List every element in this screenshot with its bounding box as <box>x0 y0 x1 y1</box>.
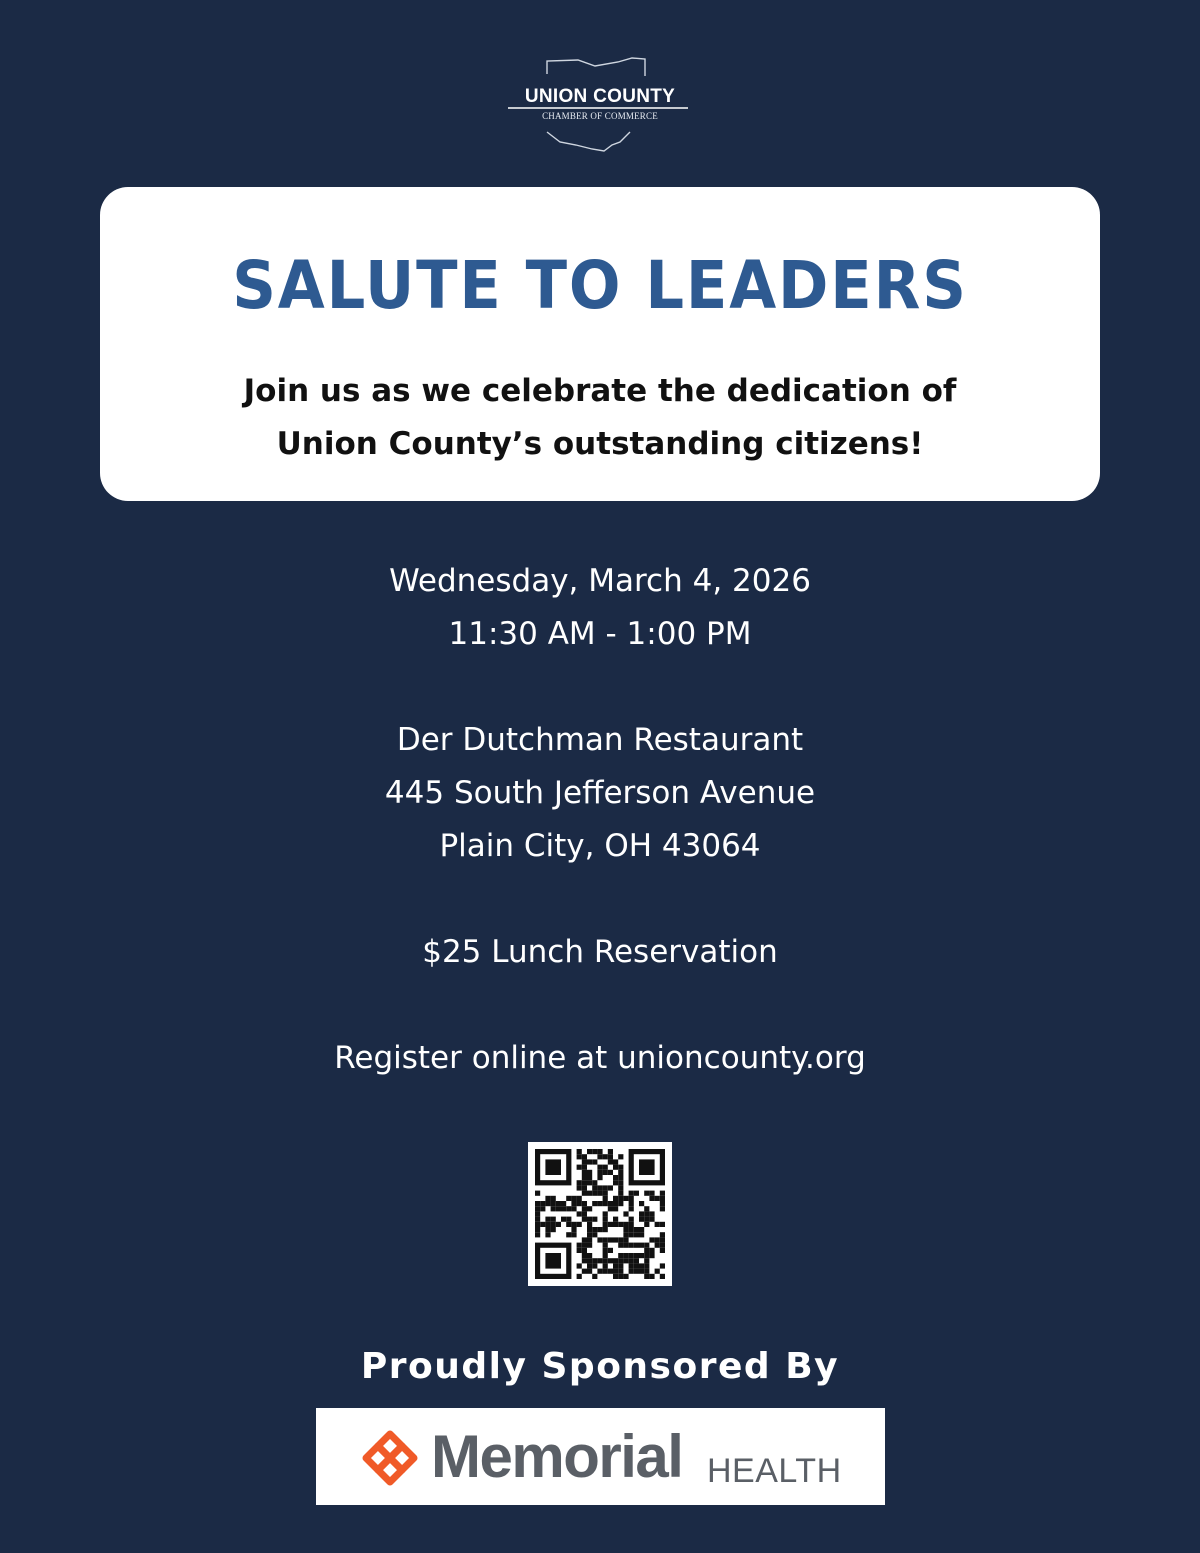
tagline-line-1: Join us as we celebrate the dedication of <box>243 373 957 409</box>
sponsor-tag: HEALTH <box>707 1452 842 1490</box>
qr-code-icon[interactable] <box>528 1142 672 1286</box>
event-date: Wednesday, March 4, 2026 <box>389 563 811 599</box>
sponsor-heading: Proudly Sponsored By <box>360 1346 840 1387</box>
lunch-price: $25 Lunch Reservation <box>422 934 778 970</box>
register-link[interactable]: Register online at unioncounty.org <box>334 1040 866 1076</box>
venue-city: Plain City, OH 43064 <box>439 828 761 864</box>
sponsor-name: Memorial <box>431 1423 683 1490</box>
memorial-health-mark-icon <box>362 1430 418 1486</box>
tagline-line-2: Union County’s outstanding citizens! <box>276 426 924 462</box>
logo-subtitle: CHAMBER OF COMMERCE <box>542 111 658 121</box>
event-time: 11:30 AM - 1:00 PM <box>448 616 752 652</box>
headline-card <box>100 187 1100 501</box>
event-tagline <box>100 365 1100 471</box>
event-title: SALUTE TO LEADERS <box>232 247 968 324</box>
logo-title: UNION COUNTY <box>524 86 676 107</box>
sponsor-logo <box>316 1408 885 1505</box>
event-details <box>0 555 1200 1085</box>
venue-street: 445 South Jefferson Avenue <box>384 775 816 811</box>
venue-name: Der Dutchman Restaurant <box>396 722 804 758</box>
chamber-logo <box>500 52 700 157</box>
